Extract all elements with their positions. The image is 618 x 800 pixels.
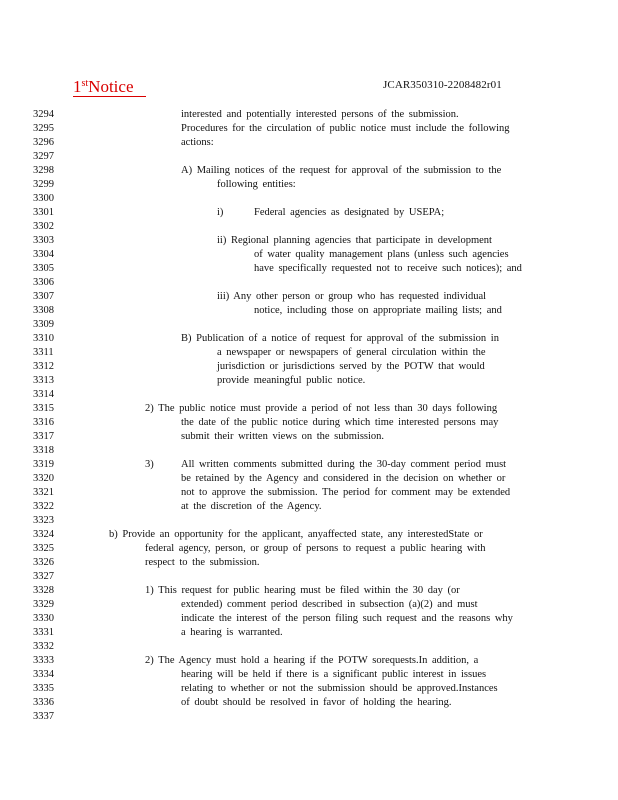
text-line-3331: a hearing is warranted. xyxy=(181,627,283,638)
line-number: 3312 xyxy=(33,361,54,372)
line-number: 3301 xyxy=(33,207,54,218)
text-line-3295: Procedures for the circulation of public notice must include the following xyxy=(181,123,510,134)
text-line-3334: hearing will be held if there is a significant public interest in issues xyxy=(181,669,487,680)
line-number: 3314 xyxy=(33,389,54,400)
notice-word: Notice xyxy=(88,77,134,96)
text-line-3333: 2) The Agency must hold a hearing if the POTW sorequests.In addition, a xyxy=(145,655,479,666)
line-number: 3297 xyxy=(33,151,54,162)
line-number: 3298 xyxy=(33,165,54,176)
text-line-3313: provide meaningful public notice. xyxy=(217,375,366,386)
text-line-3303: ii) Regional planning agencies that participate in development xyxy=(217,235,492,246)
notice-ordinal: st xyxy=(81,78,89,89)
notice-label xyxy=(73,75,146,97)
item-label-i: i) xyxy=(217,207,224,218)
line-number: 3302 xyxy=(33,221,54,232)
line-number: 3307 xyxy=(33,291,54,302)
line-number: 3334 xyxy=(33,669,54,680)
text-line-3294: interested and potentially interested persons of the submission. xyxy=(181,109,459,120)
text-line-3315: 2) The public notice must provide a period of not less than 30 days following xyxy=(145,403,498,414)
line-number: 3337 xyxy=(33,711,54,722)
line-number: 3336 xyxy=(33,697,54,708)
text-line-3319: All written comments submitted during the 30-day comment period must xyxy=(181,459,507,470)
line-number: 3326 xyxy=(33,557,54,568)
line-number: 3313 xyxy=(33,375,54,386)
text-line-3301: Federal agencies as designated by USEPA; xyxy=(254,207,445,218)
text-line-3311: a newspaper or newspapers of general circulation within the xyxy=(217,347,486,358)
line-number: 3311 xyxy=(33,347,54,358)
line-number: 3303 xyxy=(33,235,54,246)
line-number: 3324 xyxy=(33,529,54,540)
line-number: 3335 xyxy=(33,683,54,694)
line-number: 3333 xyxy=(33,655,54,666)
text-line-3316: the date of the public notice during which time interested persons may xyxy=(181,417,499,428)
line-number: 3327 xyxy=(33,571,54,582)
text-line-3326: respect to the submission. xyxy=(145,557,260,568)
text-line-3320: be retained by the Agency and considered in the decision on whether or xyxy=(181,473,506,484)
text-line-3335: relating to whether or not the submission should be approved.Instances xyxy=(181,683,498,694)
line-number: 3328 xyxy=(33,585,54,596)
line-number: 3296 xyxy=(33,137,54,148)
text-line-3307: iii) Any other person or group who has requested individual xyxy=(217,291,487,302)
item-label-3: 3) xyxy=(145,459,154,470)
text-line-3310: B) Publication of a notice of request for approval of the submission in xyxy=(181,333,499,344)
line-number: 3323 xyxy=(33,515,54,526)
line-number: 3309 xyxy=(33,319,54,330)
document-id: JCAR350310-2208482r01 xyxy=(383,79,502,91)
text-line-3308: notice, including those on appropriate mailing lists; and xyxy=(254,305,502,316)
line-number: 3310 xyxy=(33,333,54,344)
line-number: 3330 xyxy=(33,613,54,624)
text-line-3324: b) Provide an opportunity for the applicant, anyaffected state, any interestedState or xyxy=(109,529,483,540)
line-number: 3322 xyxy=(33,501,54,512)
line-number: 3306 xyxy=(33,277,54,288)
line-number: 3295 xyxy=(33,123,54,134)
text-line-3305: have specifically requested not to receive such notices); and xyxy=(254,263,522,274)
text-line-3296: actions: xyxy=(181,137,214,148)
line-number: 3305 xyxy=(33,263,54,274)
line-number: 3318 xyxy=(33,445,54,456)
line-number: 3321 xyxy=(33,487,54,498)
line-number: 3308 xyxy=(33,305,54,316)
text-line-3317: submit their written views on the submission. xyxy=(181,431,385,442)
text-line-3336: of doubt should be resolved in favor of holding the hearing. xyxy=(181,697,452,708)
line-number: 3304 xyxy=(33,249,54,260)
line-number: 3329 xyxy=(33,599,54,610)
text-line-3322: at the discretion of the Agency. xyxy=(181,501,322,512)
line-number: 3294 xyxy=(33,109,54,120)
line-number: 3325 xyxy=(33,543,54,554)
line-number: 3320 xyxy=(33,473,54,484)
text-line-3330: indicate the interest of the person filing such request and the reasons why xyxy=(181,613,513,624)
line-number: 3331 xyxy=(33,627,54,638)
text-line-3325: federal agency, person, or group of persons to request a public hearing with xyxy=(145,543,486,554)
text-line-3329: extended) comment period described in subsection (a)(2) and must xyxy=(181,599,478,610)
text-line-3299: following entities: xyxy=(217,179,296,190)
text-line-3321: not to approve the submission. The period for comment may be extended xyxy=(181,487,511,498)
text-line-3328: 1) This request for public hearing must be filed within the 30 day (or xyxy=(145,585,460,596)
text-line-3304: of water quality management plans (unless such agencies xyxy=(254,249,509,260)
line-number: 3315 xyxy=(33,403,54,414)
line-number: 3317 xyxy=(33,431,54,442)
line-number: 3316 xyxy=(33,417,54,428)
text-line-3298: A) Mailing notices of the request for approval of the submission to the xyxy=(181,165,502,176)
line-number: 3300 xyxy=(33,193,54,204)
line-number: 3332 xyxy=(33,641,54,652)
line-number: 3299 xyxy=(33,179,54,190)
text-line-3312: jurisdiction or jurisdictions served by the POTW that would xyxy=(217,361,485,372)
notice-number: 1 xyxy=(73,77,82,96)
line-number: 3319 xyxy=(33,459,54,470)
